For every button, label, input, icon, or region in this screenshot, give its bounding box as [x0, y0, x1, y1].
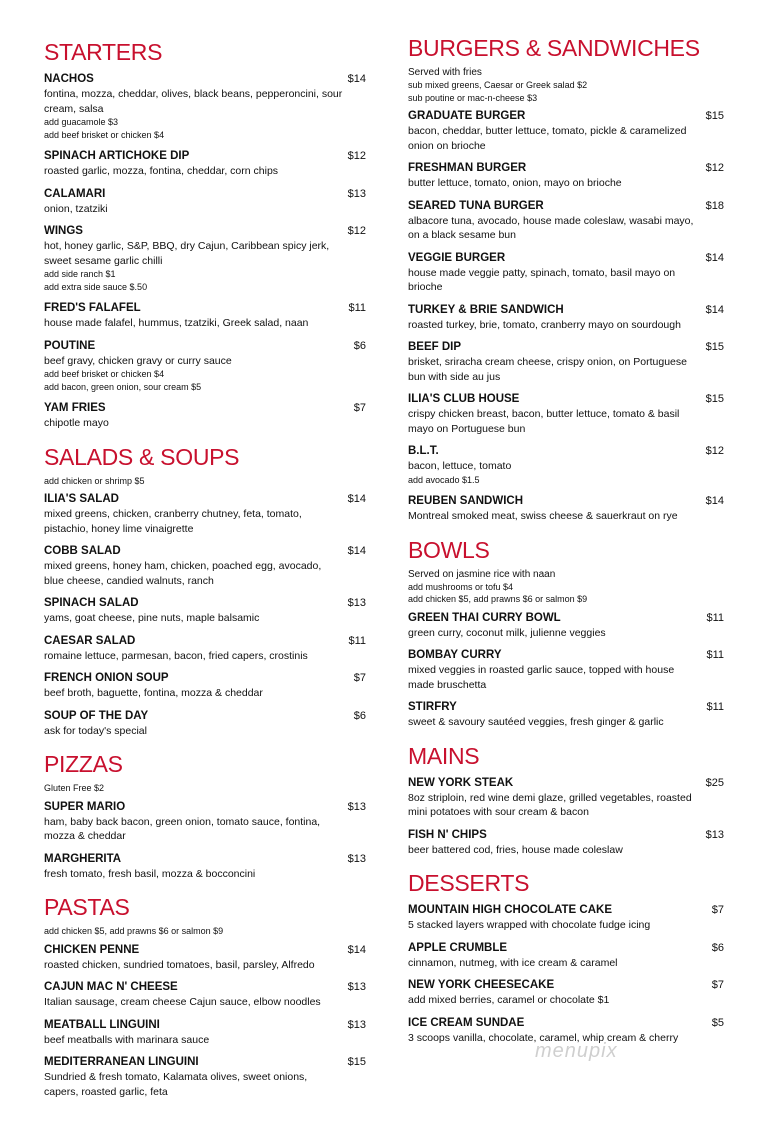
item-description: crispy chicken breast, bacon, butter lettuce, tomato & basil mayo on Portuguese bun: [408, 408, 680, 435]
item-description: 5 stacked layers wrapped with chocolate fudge icing: [408, 919, 651, 931]
menu-section-pastas: [44, 893, 366, 1111]
section-title: DESSERTS: [408, 870, 530, 896]
menu-item: [44, 671, 366, 701]
menu-item: [408, 392, 724, 436]
item-description: roasted turkey, brie, tomato, cranberry mayo on sourdough: [408, 318, 681, 331]
item-description: mixed veggies in roasted garlic sauce, topped with house made bruschetta: [408, 664, 675, 691]
item-price: $14: [347, 493, 366, 505]
item-name: STIRFRY: [408, 701, 457, 713]
menu-section-bowls: [408, 536, 724, 742]
item-name: SEARED TUNA BURGER: [408, 199, 544, 212]
item-name: SPINACH ARTICHOKE DIP: [44, 150, 190, 162]
menu-item-header: [44, 852, 366, 867]
item-price: $13: [347, 852, 366, 865]
menu-item: [408, 340, 724, 384]
item-description: fresh tomato, fresh basil, mozza & bocconcini: [44, 867, 256, 880]
section-title: SALADS & SOUPS: [44, 443, 240, 470]
menu-item: [44, 492, 366, 536]
menu-item-header: [408, 828, 724, 843]
section-note: Gluten Free $2: [44, 783, 105, 793]
item-addon: add avocado $1.5: [408, 474, 480, 485]
menu-item-header: [408, 340, 724, 355]
menu-item-header: [408, 700, 724, 715]
menu-item: [44, 634, 366, 664]
item-name: MARGHERITA: [44, 852, 122, 865]
menu-item: [44, 709, 366, 739]
menu-item: [44, 544, 366, 588]
item-description: 8oz striploin, red wine demi glaze, grilled vegetables, roasted mini potatoes with sour cream & bacon: [408, 791, 692, 818]
section-title: PIZZAS: [44, 751, 123, 777]
item-description: 3 scoops vanilla, chocolate, caramel, whip cream & cherry: [408, 1031, 679, 1044]
menu-item: [44, 800, 366, 844]
item-price: $15: [347, 1056, 366, 1068]
item-name: NEW YORK CHEESECAKE: [408, 979, 555, 991]
item-price: $12: [705, 162, 724, 174]
item-description: house made falafel, hummus, tzatziki, Greek salad, naan: [44, 317, 309, 329]
menu-item: [408, 978, 724, 1008]
menu-item: [44, 187, 366, 217]
menu-section-pizzas: [44, 750, 366, 893]
menu-item-header: [44, 634, 366, 649]
menu-item-header: [408, 941, 724, 956]
item-description: ask for today's special: [44, 724, 147, 737]
menu-item: [44, 301, 366, 331]
menu-item: [408, 700, 724, 730]
item-name: APPLE CRUMBLE: [408, 941, 508, 954]
menu-item-header: [408, 776, 724, 791]
menu-item: [44, 401, 366, 431]
menu-item: [408, 776, 724, 820]
section-gap: [44, 1107, 366, 1111]
item-price: $5: [711, 1016, 724, 1029]
section-note: add chicken or shrimp $5: [44, 475, 145, 486]
menu-item: [44, 149, 366, 179]
menu-item-header: [44, 224, 366, 239]
menu-item-header: [44, 671, 366, 686]
item-name: REUBEN SANDWICH: [408, 495, 523, 507]
item-name: SPINACH SALAD: [44, 597, 139, 609]
menu-item-header: [44, 943, 366, 958]
item-description: Sundried & fresh tomato, Kalamata olives, sweet onions, capers, roasted garlic, feta: [44, 1071, 308, 1098]
item-name: CAESAR SALAD: [44, 634, 136, 647]
item-name: GREEN THAI CURRY BOWL: [408, 611, 561, 624]
item-name: SOUP OF THE DAY: [44, 709, 149, 722]
item-price: $6: [711, 941, 724, 954]
menu-section-burgers-sandwiches: [408, 34, 724, 536]
item-price: $13: [347, 1018, 366, 1031]
left-column: [44, 38, 366, 1111]
section-subnote: add chicken $5, add prawns $6 or salmon $9: [408, 594, 588, 604]
item-name: VEGGIE BURGER: [408, 251, 506, 264]
menu-item-header: [408, 611, 724, 626]
menu-item-header: [408, 392, 724, 407]
item-description: house made veggie patty, spinach, tomato, basil mayo on brioche: [408, 266, 676, 293]
menu-item-header: [408, 648, 724, 663]
menu-section-desserts: [408, 869, 724, 1057]
item-price: $13: [347, 597, 366, 609]
item-description: beef broth, baguette, fontina, mozza & cheddar: [44, 687, 263, 699]
item-description: bacon, cheddar, butter lettuce, tomato, pickle & caramelized onion on brioche: [408, 125, 687, 152]
menu-item: [44, 72, 366, 141]
menu-item-header: [408, 251, 724, 266]
item-price: $7: [711, 979, 724, 991]
menu-item: [408, 109, 724, 153]
item-description: hot, honey garlic, S&P, BBQ, dry Cajun, Caribbean spicy jerk, sweet sesame garlic chilli: [44, 240, 330, 267]
menu-item-header: [408, 109, 724, 124]
item-price: $15: [705, 110, 724, 122]
item-name: FRESHMAN BURGER: [408, 162, 527, 174]
menu-item: [408, 444, 724, 486]
section-title: BOWLS: [408, 536, 490, 563]
menu-item-header: [44, 596, 366, 611]
item-name: CALAMARI: [44, 187, 106, 200]
item-name: NEW YORK STEAK: [408, 776, 514, 789]
item-name: ICE CREAM SUNDAE: [408, 1016, 525, 1029]
item-name: FRED'S FALAFEL: [44, 302, 141, 314]
item-description: ham, baby back bacon, green onion, tomato sauce, fontina, mozza & cheddar: [44, 815, 321, 842]
item-name: SUPER MARIO: [44, 800, 126, 813]
item-name: BOMBAY CURRY: [408, 649, 502, 661]
item-addon: add guacamole $3: [44, 117, 119, 127]
menu-item-header: [408, 199, 724, 214]
item-price: $12: [347, 150, 366, 162]
menu-item-header: [44, 187, 366, 202]
item-addon: add beef brisket or chicken $4: [44, 369, 165, 379]
menu-item: [44, 339, 366, 394]
item-name: FRENCH ONION SOUP: [44, 672, 169, 684]
item-price: $11: [706, 611, 724, 624]
item-price: $7: [353, 402, 366, 414]
item-description: beef gravy, chicken gravy or curry sauce: [44, 354, 232, 367]
item-price: $6: [353, 709, 366, 722]
item-description: roasted garlic, mozza, fontina, cheddar, corn chips: [44, 165, 279, 177]
item-description: green curry, coconut milk, julienne veggies: [408, 626, 606, 639]
item-price: $13: [347, 800, 366, 813]
menu-item: [408, 648, 724, 692]
menu-item-header: [408, 303, 724, 318]
menu-item: [44, 596, 366, 626]
section-subnote: sub poutine or mac-n-cheese $3: [408, 92, 538, 103]
menu-section-mains: [408, 742, 724, 870]
item-price: $14: [347, 545, 366, 557]
item-name: GRADUATE BURGER: [408, 110, 526, 122]
item-description: cinnamon, nutmeg, with ice cream & caramel: [408, 956, 618, 969]
item-description: beef meatballs with marinara sauce: [44, 1033, 210, 1046]
item-name: ILIA'S CLUB HOUSE: [408, 393, 520, 405]
menu-item-header: [408, 978, 724, 993]
item-price: $15: [705, 341, 724, 353]
section-note: Served on jasmine rice with naan: [408, 568, 556, 580]
item-price: $18: [705, 199, 724, 212]
item-price: $6: [353, 339, 366, 352]
item-price: $13: [347, 187, 366, 200]
menu-item-header: [44, 149, 366, 164]
item-price: $14: [705, 251, 724, 264]
section-title: STARTERS: [44, 39, 163, 65]
menu-item: [44, 1055, 366, 1099]
menu-item-header: [44, 709, 366, 724]
menu-item-header: [44, 339, 366, 354]
item-description: butter lettuce, tomato, onion, mayo on brioche: [408, 177, 622, 189]
menu-item: [408, 199, 724, 243]
item-description: yams, goat cheese, pine nuts, maple balsamic: [44, 612, 260, 624]
menu-item: [408, 611, 724, 641]
section-subnote: sub mixed greens, Caesar or Greek salad $2: [408, 80, 588, 90]
menu-item: [44, 980, 366, 1010]
section-subnote: add mushrooms or tofu $4: [408, 581, 514, 592]
item-price: $15: [705, 393, 724, 405]
menu-section-starters: [44, 38, 366, 443]
item-price: $25: [705, 776, 724, 789]
item-description: mixed greens, honey ham, chicken, poached egg, avocado, blue cheese, candied walnuts, ranch: [44, 560, 322, 587]
item-price: $14: [347, 943, 366, 956]
item-name: COBB SALAD: [44, 545, 121, 557]
item-name: WINGS: [44, 225, 83, 237]
section-note: add chicken $5, add prawns $6 or salmon $9: [44, 926, 224, 936]
item-name: B.L.T.: [408, 445, 439, 457]
item-description: chipotle mayo: [44, 417, 109, 429]
menu-item: [408, 828, 724, 858]
item-price: $7: [353, 672, 366, 684]
item-name: TURKEY & BRIE SANDWICH: [408, 303, 564, 316]
item-price: $7: [711, 904, 724, 916]
item-price: $11: [706, 701, 724, 713]
menu-item-header: [44, 492, 366, 507]
item-name: MEDITERRANEAN LINGUINI: [44, 1056, 199, 1068]
menu-item: [408, 903, 724, 933]
section-notes: [44, 925, 366, 938]
menu-item: [44, 943, 366, 973]
watermark: menupix: [535, 1040, 618, 1062]
item-description: brisket, sriracha cream cheese, crispy onion, on Portuguese bun with side au jus: [408, 356, 687, 383]
menu-item-header: [408, 494, 724, 509]
item-description: Montreal smoked meat, swiss cheese & sauerkraut on rye: [408, 510, 678, 522]
menu-item-header: [408, 903, 724, 918]
section-title: PASTAS: [44, 894, 130, 920]
item-name: POUTINE: [44, 339, 96, 352]
menu-section-salads-soups: [44, 443, 366, 751]
item-price: $14: [705, 303, 724, 316]
item-name: NACHOS: [44, 73, 94, 85]
menu-item: [408, 494, 724, 524]
item-name: MOUNTAIN HIGH CHOCOLATE CAKE: [408, 904, 613, 916]
item-price: $13: [705, 828, 724, 841]
item-price: $12: [347, 225, 366, 237]
menu-item: [44, 1018, 366, 1048]
item-name: FISH N' CHIPS: [408, 828, 487, 841]
menu-item-header: [408, 1016, 724, 1031]
menu-item-header: [408, 161, 724, 176]
item-price: $14: [347, 73, 366, 85]
section-notes: [44, 782, 366, 795]
item-description: beer battered cod, fries, house made coleslaw: [408, 843, 623, 856]
item-name: YAM FRIES: [44, 402, 106, 414]
item-name: MEATBALL LINGUINI: [44, 1018, 160, 1031]
item-description: albacore tuna, avocado, house made coleslaw, wasabi mayo, on a black sesame bun: [408, 214, 694, 241]
item-price: $11: [348, 634, 366, 647]
item-description: bacon, lettuce, tomato: [408, 460, 512, 472]
menu-item-header: [44, 800, 366, 815]
menu-item-header: [44, 1055, 366, 1070]
menu-item: [408, 303, 724, 333]
menu-item-header: [408, 444, 724, 459]
item-price: $13: [347, 981, 366, 993]
section-notes: [44, 475, 366, 488]
item-addon: add beef brisket or chicken $4: [44, 129, 165, 140]
section-title: MAINS: [408, 742, 480, 769]
item-description: add mixed berries, caramel or chocolate $1: [408, 994, 610, 1006]
item-addon: add side ranch $1: [44, 269, 116, 279]
item-addon: add extra side sauce $.50: [44, 281, 148, 292]
item-price: $11: [706, 649, 724, 661]
section-title: BURGERS & SANDWICHES: [408, 35, 700, 61]
menu-item: [408, 161, 724, 191]
menu-item-header: [44, 72, 366, 87]
right-column: [408, 34, 724, 1057]
item-description: Italian sausage, cream cheese Cajun sauce, elbow noodles: [44, 996, 321, 1008]
menu-item: [408, 941, 724, 971]
item-price: $11: [348, 302, 366, 314]
menu-item-header: [44, 544, 366, 559]
item-name: CAJUN MAC N' CHEESE: [44, 981, 178, 993]
item-price: $12: [705, 445, 724, 457]
section-notes: [408, 66, 724, 104]
item-description: romaine lettuce, parmesan, bacon, fried capers, crostinis: [44, 649, 308, 662]
menu-item: [408, 251, 724, 295]
menu-item-header: [44, 401, 366, 416]
menu-item-header: [44, 301, 366, 316]
item-name: ILIA'S SALAD: [44, 493, 119, 505]
item-description: fontina, mozza, cheddar, olives, black beans, pepperoncini, sour cream, salsa: [44, 88, 343, 115]
section-notes: [408, 568, 724, 606]
menu-item-header: [44, 1018, 366, 1033]
menu-item: [44, 852, 366, 882]
menu-item-header: [44, 980, 366, 995]
item-description: onion, tzatziki: [44, 202, 108, 215]
menu-item: [44, 224, 366, 293]
item-price: $14: [705, 495, 724, 507]
item-addon: add bacon, green onion, sour cream $5: [44, 381, 202, 392]
item-description: mixed greens, chicken, cranberry chutney, feta, tomato, pistachio, honey lime vinaigrette: [44, 508, 302, 535]
item-description: roasted chicken, sundried tomatoes, basil, parsley, Alfredo: [44, 958, 315, 971]
item-description: sweet & savoury sautéed veggies, fresh ginger & garlic: [408, 716, 664, 728]
item-name: BEEF DIP: [408, 341, 462, 353]
section-note: Served with fries: [408, 67, 482, 78]
item-name: CHICKEN PENNE: [44, 943, 140, 956]
